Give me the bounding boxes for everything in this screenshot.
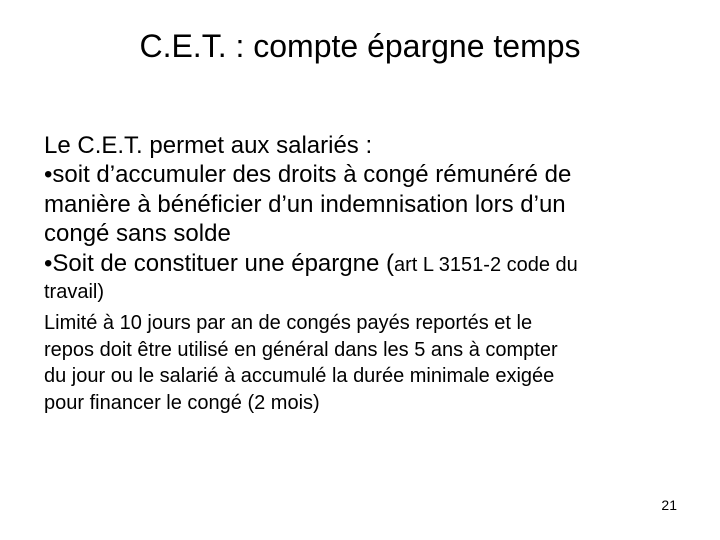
bullet-1-line-3: congé sans solde xyxy=(44,220,231,248)
bullet-1-line-2: manière à bénéficier d’un indemnisation lors d’un xyxy=(44,190,566,218)
bullet-1-line-1: •soit d’accumuler des droits à congé rémunéré de xyxy=(44,161,572,189)
intro-text: Le C.E.T. permet aux salariés : xyxy=(44,132,373,159)
bullet-2-line-1 xyxy=(44,249,694,280)
legal-reference-text: art L 3151-2 code du xyxy=(393,253,578,276)
note-line-1: Limité à 10 jours par an de congés payés reportés et le xyxy=(44,312,533,335)
note-line-2: repos doit être utilisé en général dans les 5 ans à compter xyxy=(44,338,558,361)
note-line-3: du jour ou le salarié à accumulé la durée minimale exigée xyxy=(44,365,555,388)
page-number: 21 xyxy=(661,497,677,513)
note-line-4: pour financer le congé (2 mois) xyxy=(44,391,320,414)
limitation-note xyxy=(44,310,694,416)
slide-title: C.E.T. : compte épargne temps xyxy=(139,28,581,64)
bullet-2-main-text: •Soit de constituer une épargne ( xyxy=(44,249,394,277)
slide-body xyxy=(44,131,694,416)
bullet-2-line-2: travail) xyxy=(44,281,105,304)
